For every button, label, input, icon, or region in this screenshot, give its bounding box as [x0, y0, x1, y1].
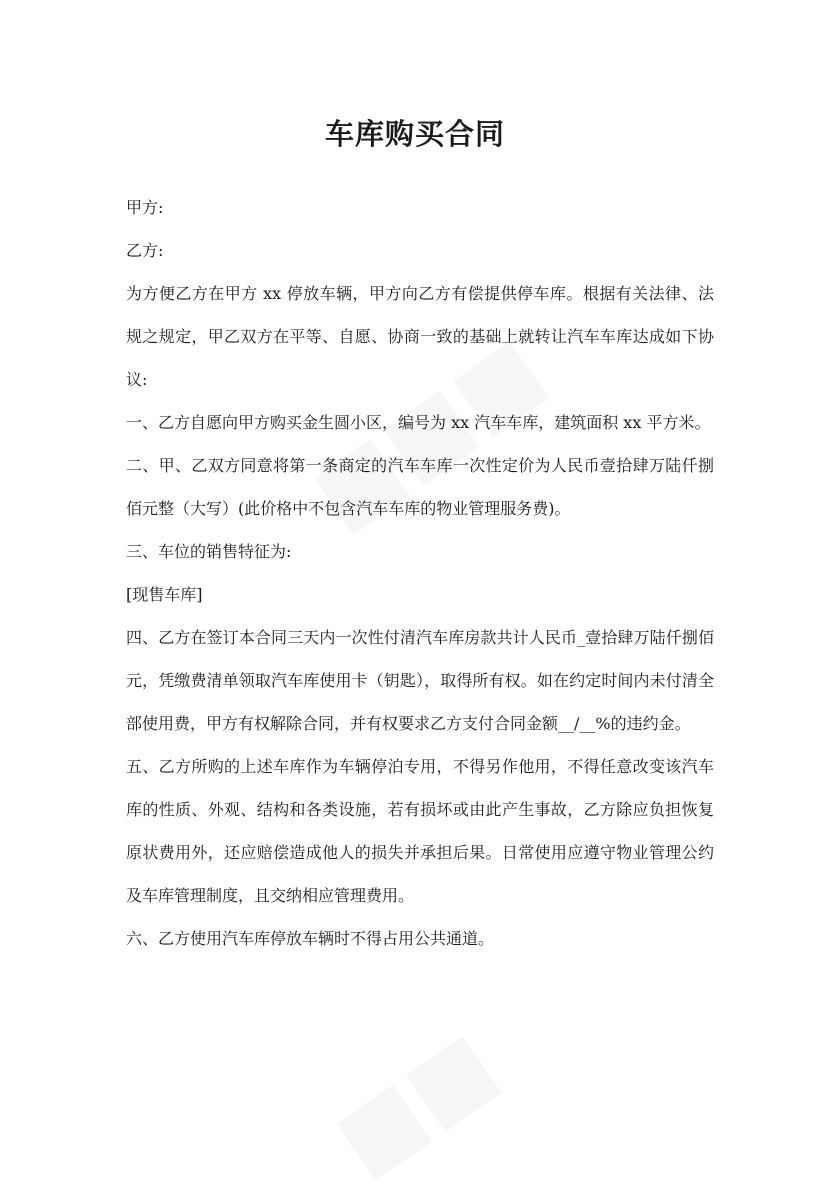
clause-4: 四、乙方在签订本合同三天内一次性付清汽车库房款共计人民币_壹拾肆万陆仟捌佰元，凭缴费清单领取汽车库使用卡（钥匙），取得所有权。如在约定时间内未付清全部使用费，甲方有权解除合同，并有权要求乙方支付合同金额__/__%的违约金。 [126, 628, 714, 733]
clause-2: 二、甲、乙双方同意将第一条商定的汽车车库一次性定价为人民币壹拾肆万陆仟捌佰元整（大写）(此价格中不包含汽车车库的物业管理服务费)。 [126, 456, 714, 518]
preamble-paragraph: 为方便乙方在甲方 xx 停放车辆，甲方向乙方有偿提供停车库。根据有关法律、法规之规定，甲乙双方在平等、自愿、协商一致的基础上就转让汽车车库达成如下协议: [126, 284, 714, 389]
clause-3: 三、车位的销售特征为: [126, 542, 292, 561]
document-body [126, 186, 714, 960]
watermark-decoration [315, 1011, 515, 1194]
party-b-line: 乙方: [126, 241, 164, 260]
clause-3-item: [现售车库] [126, 585, 203, 604]
party-a-line: 甲方: [126, 198, 164, 217]
clause-1: 一、乙方自愿向甲方购买金生圆小区，编号为 xx 汽车车库，建筑面积 xx 平方米。 [126, 413, 711, 432]
document-title: 车库购买合同 [324, 117, 505, 151]
clause-5: 五、乙方所购的上述车库作为车辆停泊专用，不得另作他用，不得任意改变该汽车库的性质、外观、结构和各类设施，若有损坏或由此产生事故，乙方除应负担恢复原状费用外，还应赔偿造成他人的损失并承担后果。日常使用应遵守物业管理公约及车库管理制度，且交纳相应管理费用。 [126, 757, 714, 905]
clause-6: 六、乙方使用汽车库停放车辆时不得占用公共通道。 [126, 929, 495, 948]
